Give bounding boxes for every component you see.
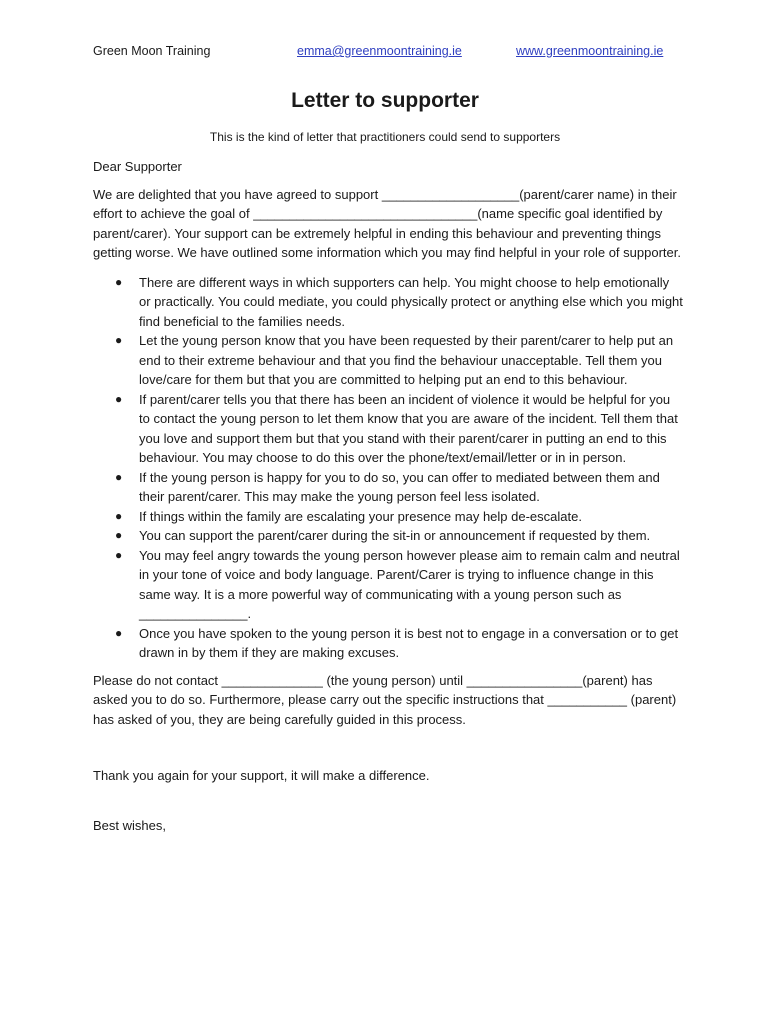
closing-paragraph: Please do not contact ______________ (the young person) until ________________(parent) has asked you to do so. Furthermore, please carry out the specific instructions that ___________ (parent) has asked of you, they are being carefully guided in this process. bbox=[93, 672, 677, 727]
bullet-icon: ● bbox=[115, 508, 123, 523]
list-item bbox=[93, 468, 683, 507]
list-item bbox=[93, 507, 683, 527]
list-item-text: You may feel angry towards the young person however please aim to remain calm and neutral in your tone of voice and body language. Parent/Carer is trying to influence change in this same way. It is a more powerful way of communicating with a young person such as _______________. bbox=[139, 547, 680, 621]
page-header bbox=[93, 44, 683, 62]
email-link[interactable]: emma@greenmoontraining.ie bbox=[297, 44, 462, 58]
list-item bbox=[93, 546, 683, 624]
list-item-text: If parent/carer tells you that there has been an incident of violence it would be helpful for you to contact the young person to let them know that you are aware of the incident. Tell them that you love and support them but that you stand with their parent/carer in putting an end to this behaviour. You may choose to do this over the phone/text/email/letter or in in person. bbox=[139, 391, 678, 465]
letter-body bbox=[93, 157, 683, 835]
bullet-icon: ● bbox=[115, 625, 123, 640]
bullet-icon: ● bbox=[115, 469, 123, 484]
letter-title: Letter to supporter bbox=[291, 89, 479, 112]
list-item-text: Let the young person know that you have been requested by their parent/carer to help put an end to their extreme behaviour and that you find the behaviour unacceptable. Tell them you love/care for them but that you are committed to helping put an end to this behaviour. bbox=[139, 333, 674, 387]
bullet-icon: ● bbox=[115, 391, 123, 406]
list-item-text: You can support the parent/carer during the sit-in or announcement if requested by them. bbox=[139, 528, 651, 543]
list-item bbox=[93, 526, 683, 546]
list-item-text: There are different ways in which supporters can help. You might choose to help emotionally or practically. You could mediate, you could physically protect or anything else which you might find beneficial to the families needs. bbox=[139, 274, 683, 329]
org-name: Green Moon Training bbox=[93, 44, 211, 58]
letter-subtitle: This is the kind of letter that practitioners could send to supporters bbox=[209, 130, 561, 144]
list-item bbox=[93, 273, 683, 332]
list-item-text: If the young person is happy for you to do so, you can offer to mediated between them and their parent/carer. This may make the young person feel less isolated. bbox=[139, 469, 660, 504]
bullet-icon: ● bbox=[115, 333, 123, 347]
website-link[interactable]: www.greenmoontraining.ie bbox=[516, 44, 664, 58]
thanks-line: Thank you again for your support, it will make a difference. bbox=[93, 768, 430, 783]
bullet-icon: ● bbox=[115, 274, 123, 289]
support-points-list bbox=[93, 273, 683, 663]
list-item bbox=[93, 624, 683, 663]
list-item-text: If things within the family are escalating your presence may help de-escalate. bbox=[139, 508, 582, 524]
salutation: Dear Supporter bbox=[93, 159, 182, 174]
bullet-icon: ● bbox=[115, 547, 123, 562]
list-item bbox=[93, 390, 683, 468]
signoff: Best wishes, bbox=[93, 817, 166, 833]
intro-paragraph: We are delighted that you have agreed to support ___________________(parent/carer name) in their effort to achieve the goal of _______________________________(name specific goal identified by parent/carer). Your support can be extremely helpful in ending this behaviour and preventing things getting worse. We have outlined some information which you may find helpful in your role of supporter. bbox=[93, 186, 681, 260]
bullet-icon: ● bbox=[115, 528, 123, 542]
list-item-text: Once you have spoken to the young person it is best not to engage in a conversation or to get drawn in by them if they are making excuses. bbox=[139, 625, 679, 660]
list-item bbox=[93, 331, 683, 390]
